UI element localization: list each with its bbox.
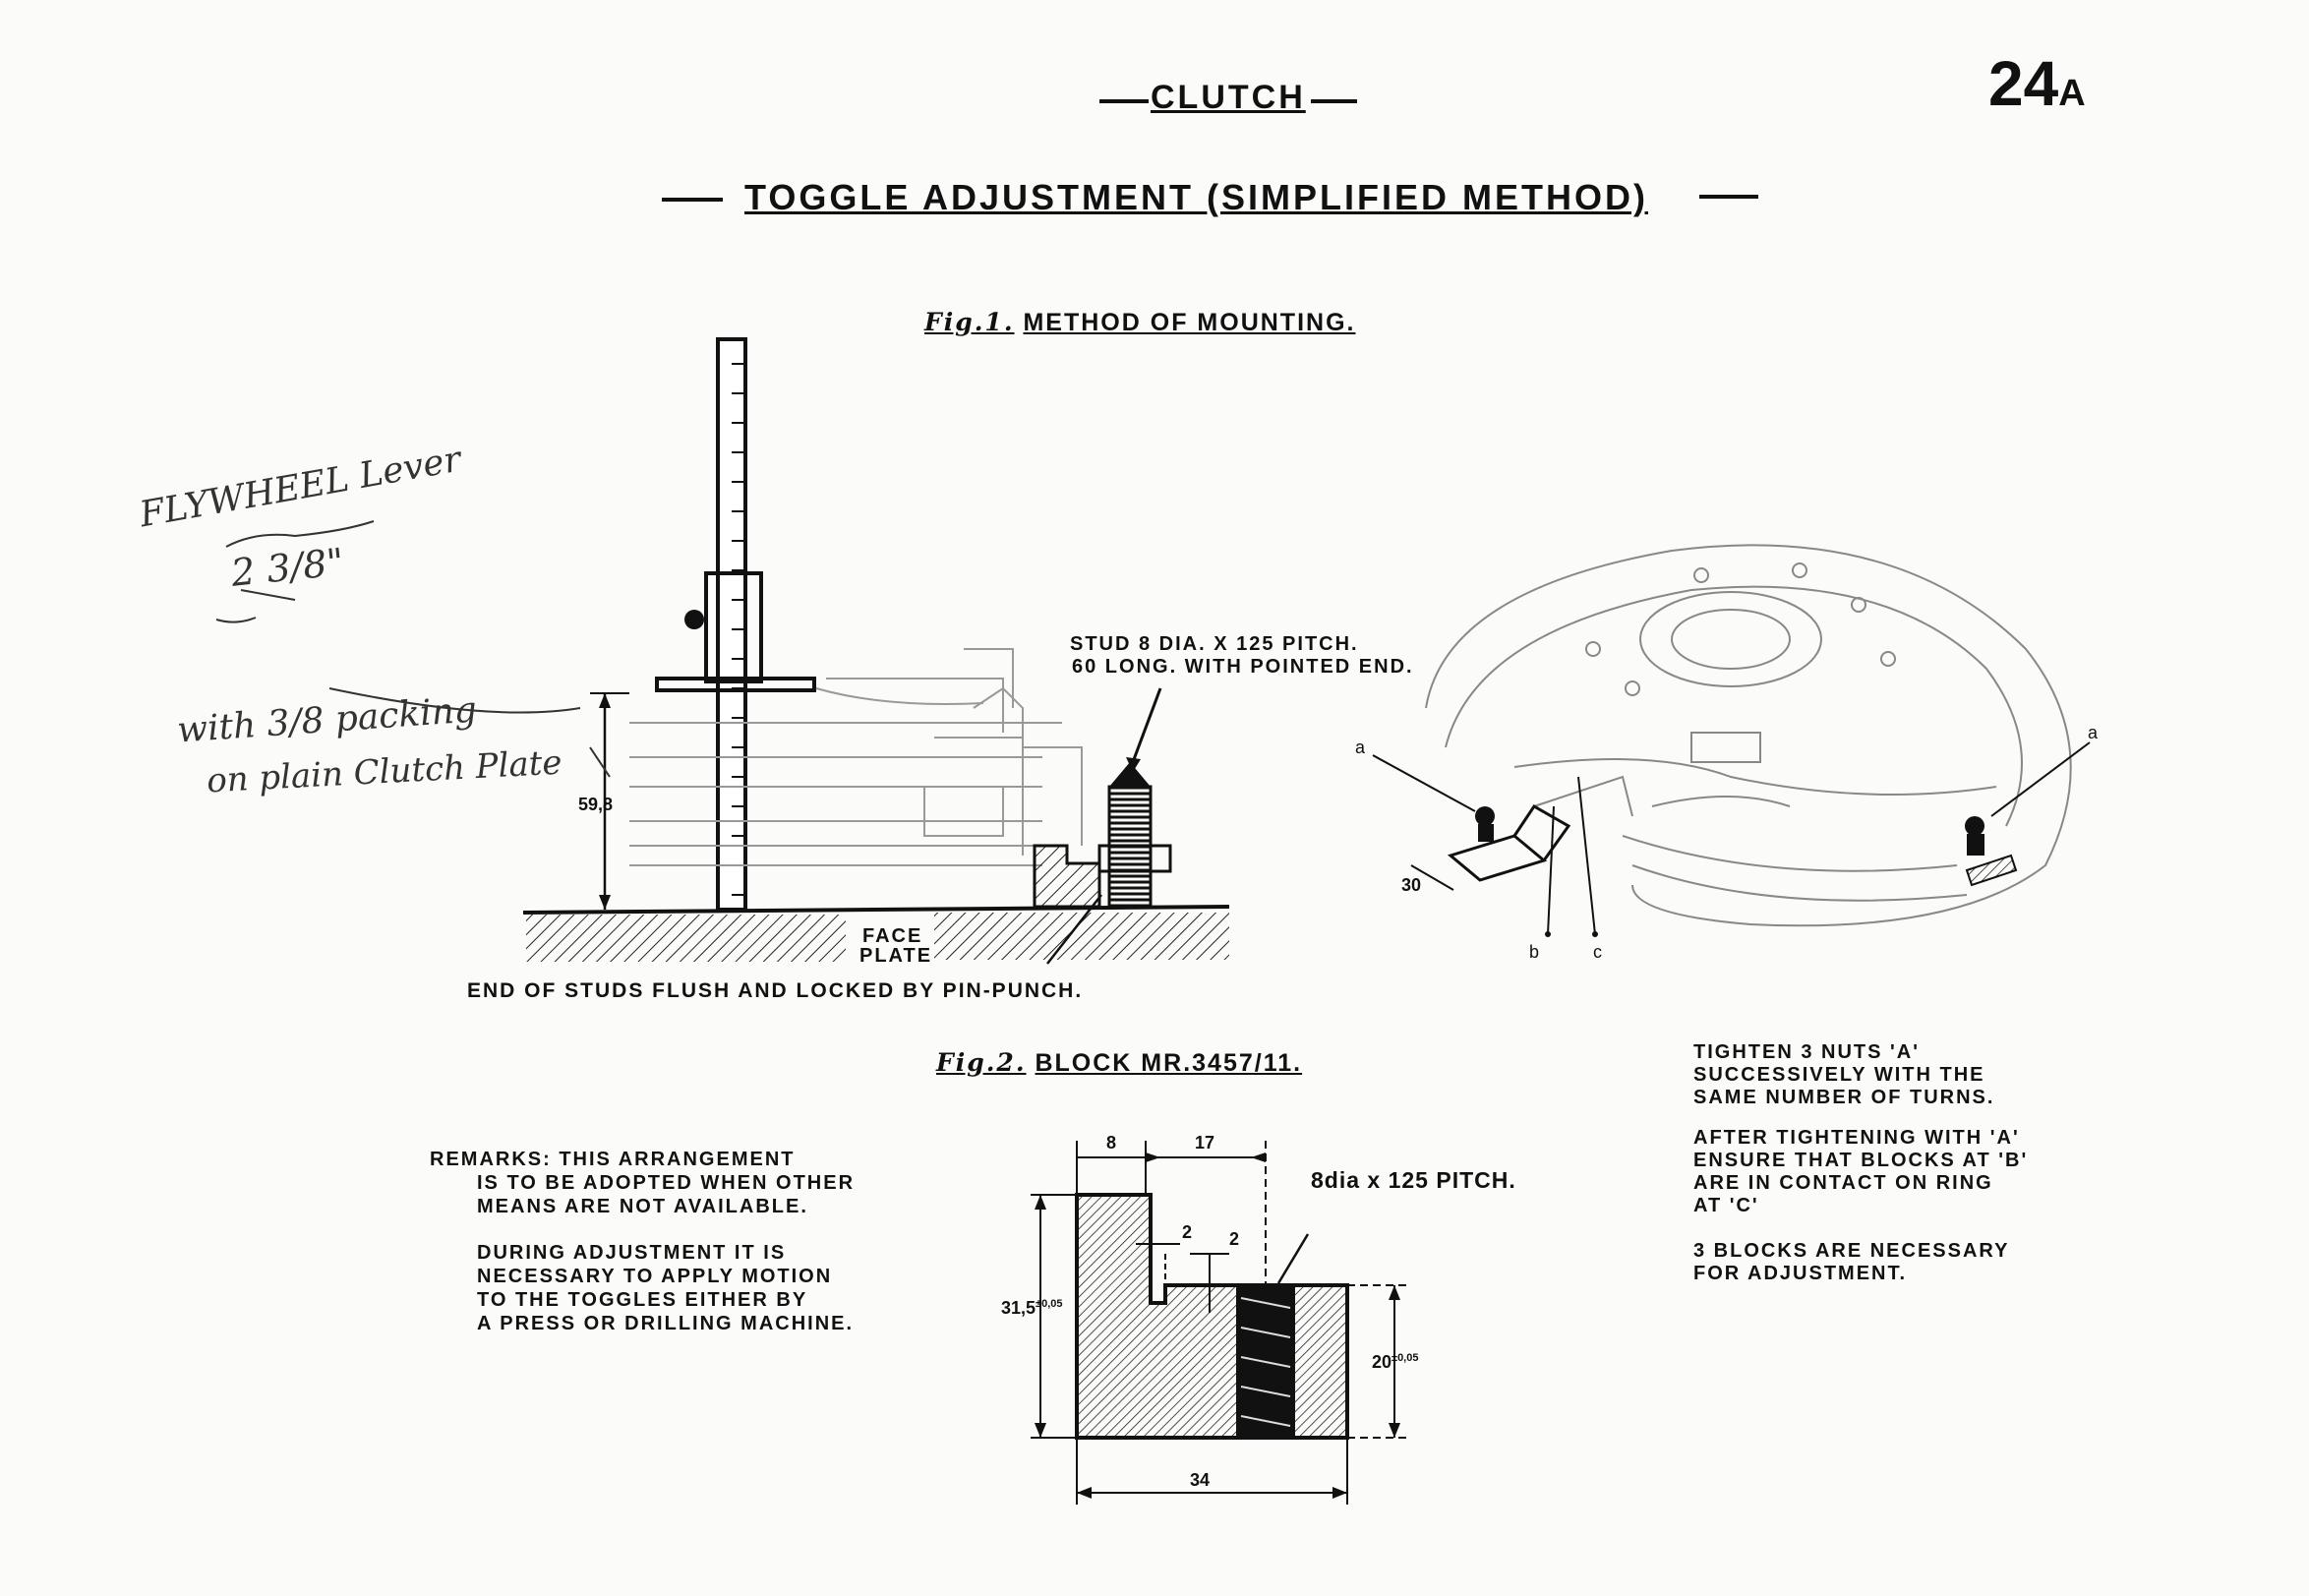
fig1-caption <box>924 308 1355 337</box>
dim-31-5-label <box>1001 1298 1063 1319</box>
page-number <box>1988 47 2086 120</box>
fig2-label: Fig.2. <box>936 1048 1027 1077</box>
stud-note-line1: STUD 8 DIA. X 125 PITCH. <box>1070 633 1359 655</box>
remarks-line2: IS TO BE ADOPTED WHEN OTHER <box>477 1172 856 1194</box>
stud-note-line2: 60 LONG. WITH POINTED END. <box>1072 656 1414 678</box>
remarks-line4: DURING ADJUSTMENT IT IS <box>477 1242 787 1264</box>
clutch-sketch-details <box>1373 742 2090 937</box>
fig2-block-section <box>1077 1195 1347 1438</box>
fig2-drawing <box>1031 1141 1406 1505</box>
note3-line2: FOR ADJUSTMENT. <box>1693 1263 1908 1284</box>
dim-59-8-label: 59,8 <box>578 795 614 814</box>
dim-31-5-value: 31,5 <box>1001 1298 1036 1318</box>
note2-line2: ENSURE THAT BLOCKS AT 'B' <box>1693 1150 2029 1171</box>
dim-20-value: 20 <box>1372 1352 1392 1372</box>
dim-20-label <box>1372 1352 1418 1373</box>
fig2-title: BLOCK MR.3457/11. <box>1035 1049 1303 1077</box>
handwritten-line3: with 3/8 packing <box>175 689 479 751</box>
handwritten-line1: FLYWHEEL Lever <box>136 439 464 536</box>
note2-line1: AFTER TIGHTENING WITH 'A' <box>1693 1127 2020 1149</box>
note2-line4: AT 'C' <box>1693 1195 1759 1216</box>
dim-30-label: 30 <box>1401 875 1422 895</box>
ref-b: b <box>1529 942 1540 962</box>
fig1-footer-note: END OF STUDS FLUSH AND LOCKED BY PIN-PUNCH. <box>467 979 1084 1002</box>
page-number-suffix: A <box>2058 73 2086 114</box>
note2-line3: ARE IN CONTACT ON RING <box>1693 1172 1993 1194</box>
thread-note: 8dia x 125 PITCH. <box>1311 1167 1516 1193</box>
height-gauge-column <box>718 339 745 910</box>
note3-line1: 3 BLOCKS ARE NECESSARY <box>1693 1240 2010 1262</box>
fig1-block <box>1035 846 1099 907</box>
ref-a-left: a <box>1355 738 1366 757</box>
remarks-line3: MEANS ARE NOT AVAILABLE. <box>477 1196 808 1217</box>
dim-34-label: 34 <box>1190 1470 1211 1490</box>
note1-line1: TIGHTEN 3 NUTS 'A' <box>1693 1041 1920 1063</box>
remarks-line7: A PRESS OR DRILLING MACHINE. <box>477 1313 855 1334</box>
ref-c: c <box>1593 942 1602 962</box>
face-plate-hatch-left <box>526 915 846 962</box>
fixture-ghost-lines <box>629 649 1082 865</box>
fig1-stud-point <box>1109 762 1151 787</box>
handwritten-line2: 2 3/8" <box>229 540 346 595</box>
remarks-line6: TO THE TOGGLES EITHER BY <box>477 1289 808 1311</box>
handwritten-line4: on plain Clutch Plate <box>206 742 563 801</box>
ref-a-right: a <box>2088 723 2099 742</box>
fig1-label: Fig.1. <box>924 308 1015 336</box>
section-title: CLUTCH <box>1151 79 1306 116</box>
note1-line2: SUCCESSIVELY WITH THE <box>1693 1064 1985 1086</box>
dim-2a-label: 2 <box>1182 1222 1193 1242</box>
remarks-line5: NECESSARY TO APPLY MOTION <box>477 1266 833 1287</box>
remarks-line1: REMARKS: THIS ARRANGEMENT <box>430 1149 796 1170</box>
dim-17-label: 17 <box>1195 1133 1215 1153</box>
fig1-title: METHOD OF MOUNTING. <box>1023 309 1356 336</box>
note1-line3: SAME NUMBER OF TURNS. <box>1693 1087 1995 1108</box>
dim-20-tol: ±0,05 <box>1391 1352 1419 1364</box>
dim-31-5-tol: ±0,05 <box>1036 1298 1063 1310</box>
dim-8-label: 8 <box>1106 1133 1117 1153</box>
gauge-lock-knob <box>684 610 704 629</box>
face-plate-label-2: PLATE <box>859 945 933 967</box>
dim-2b-label: 2 <box>1229 1229 1240 1249</box>
face-plate-label-1: FACE <box>862 925 923 947</box>
fig2-caption <box>936 1048 1302 1078</box>
page-title: TOGGLE ADJUSTMENT (SIMPLIFIED METHOD) <box>744 177 1648 217</box>
page-number-main: 24 <box>1988 48 2059 119</box>
